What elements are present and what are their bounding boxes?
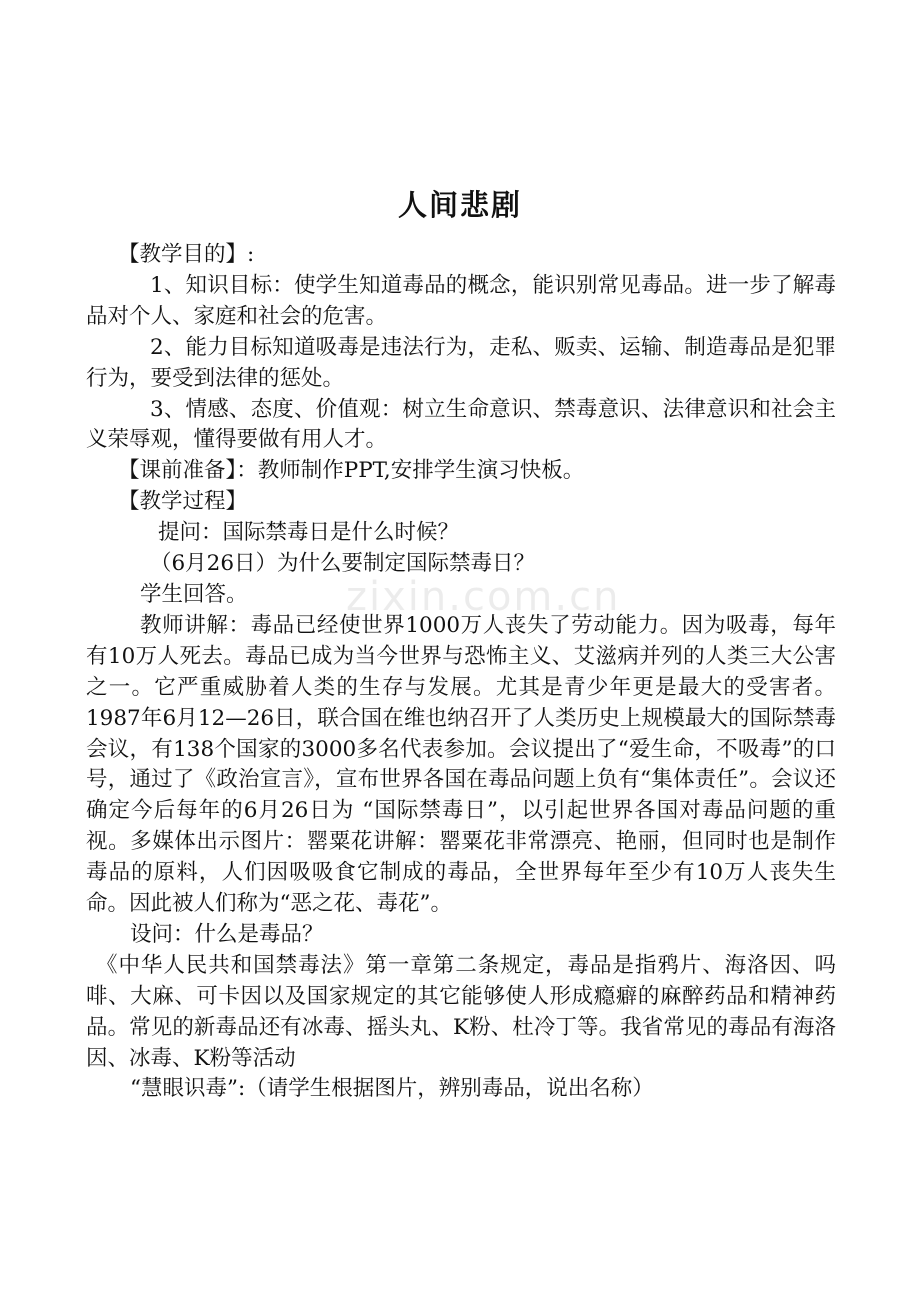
activity-paragraph: “慧眼识毒”:（请学生根据图片，辨别毒品，说出名称）: [130, 1076, 654, 1102]
page-title: 人间悲剧: [397, 188, 522, 223]
section-heading-process: 【教学过程】: [118, 489, 248, 515]
drug-question-paragraph: 设问：什么是毒品？: [130, 921, 324, 947]
student-answer-paragraph: 学生回答。: [140, 581, 248, 607]
objective-knowledge: 1、知识目标：使学生知道毒品的概念，能识别常见毒品。进一步了解毒品对个人、家庭和社会的危害。: [86, 272, 836, 329]
drug-law-paragraph: 《中华人民共和国禁毒法》第一章第二条规定，毒品是指鸦片、海洛因、吗啡、大麻、可卡因以及国家规定的其它能够使人形成瘾癖的麻醉药品和精神药品。常见的新毒品还有冰毒、摇头丸、K粉、杜冷丁等。我省常见的毒品有海洛因、冰毒、K粉等活动: [86, 952, 836, 1071]
preparation-paragraph: 【课前准备】：教师制作PPT,安排学生演习快板。: [118, 458, 585, 484]
watermark: zixin.com.cn: [346, 574, 621, 620]
teacher-explanation-paragraph: 教师讲解：毒品已经使世界1000万人丧失了劳动能力。因为吸毒，每年有10万人死去。毒品已成为当今世界与恐怖主义、艾滋病并列的人类三大公害之一。它严重威胁着人类的生存与发展。尤其是青少年更是最大的受害者。1987年6月12—26日，联合国在维也纳召开了人类历史上规模最大的国际禁毒会议，有138个国家的3000多名代表参加。会议提出了“爱生命，不吸毒”的口号，通过了《政治宣言》，宣布世界各国在毒品问题上负有“集体责任”。会议还确定今后每年的6月26日为 “国际禁毒日”，以引起世界各国对毒品问题的重视。多媒体出示图片：罂粟花讲解：罂粟花非常漂亮、艳丽，但同时也是制作毒品的原料，人们因吸吸食它制成的毒品，全世界每年至少有10万人丧失生命。因此被人们称为“恶之花、毒花”。: [86, 612, 836, 917]
objective-ability: 2、能力目标知道吸毒是违法行为，走私、贩卖、运输、制造毒品是犯罪行为，要受到法律的惩处。: [86, 334, 836, 391]
objective-values: 3、情感、态度、价值观：树立生命意识、禁毒意识、法律意识和社会主义荣辱观，懂得要做有用人才。: [86, 396, 836, 453]
question-paragraph: 提问：国际禁毒日是什么时候？: [158, 520, 460, 546]
question-followup-paragraph: （6月26日）为什么要制定国际禁毒日？: [150, 551, 536, 577]
section-heading-objectives: 【教学目的】:: [118, 242, 255, 267]
document-body: [86, 240, 836, 1105]
